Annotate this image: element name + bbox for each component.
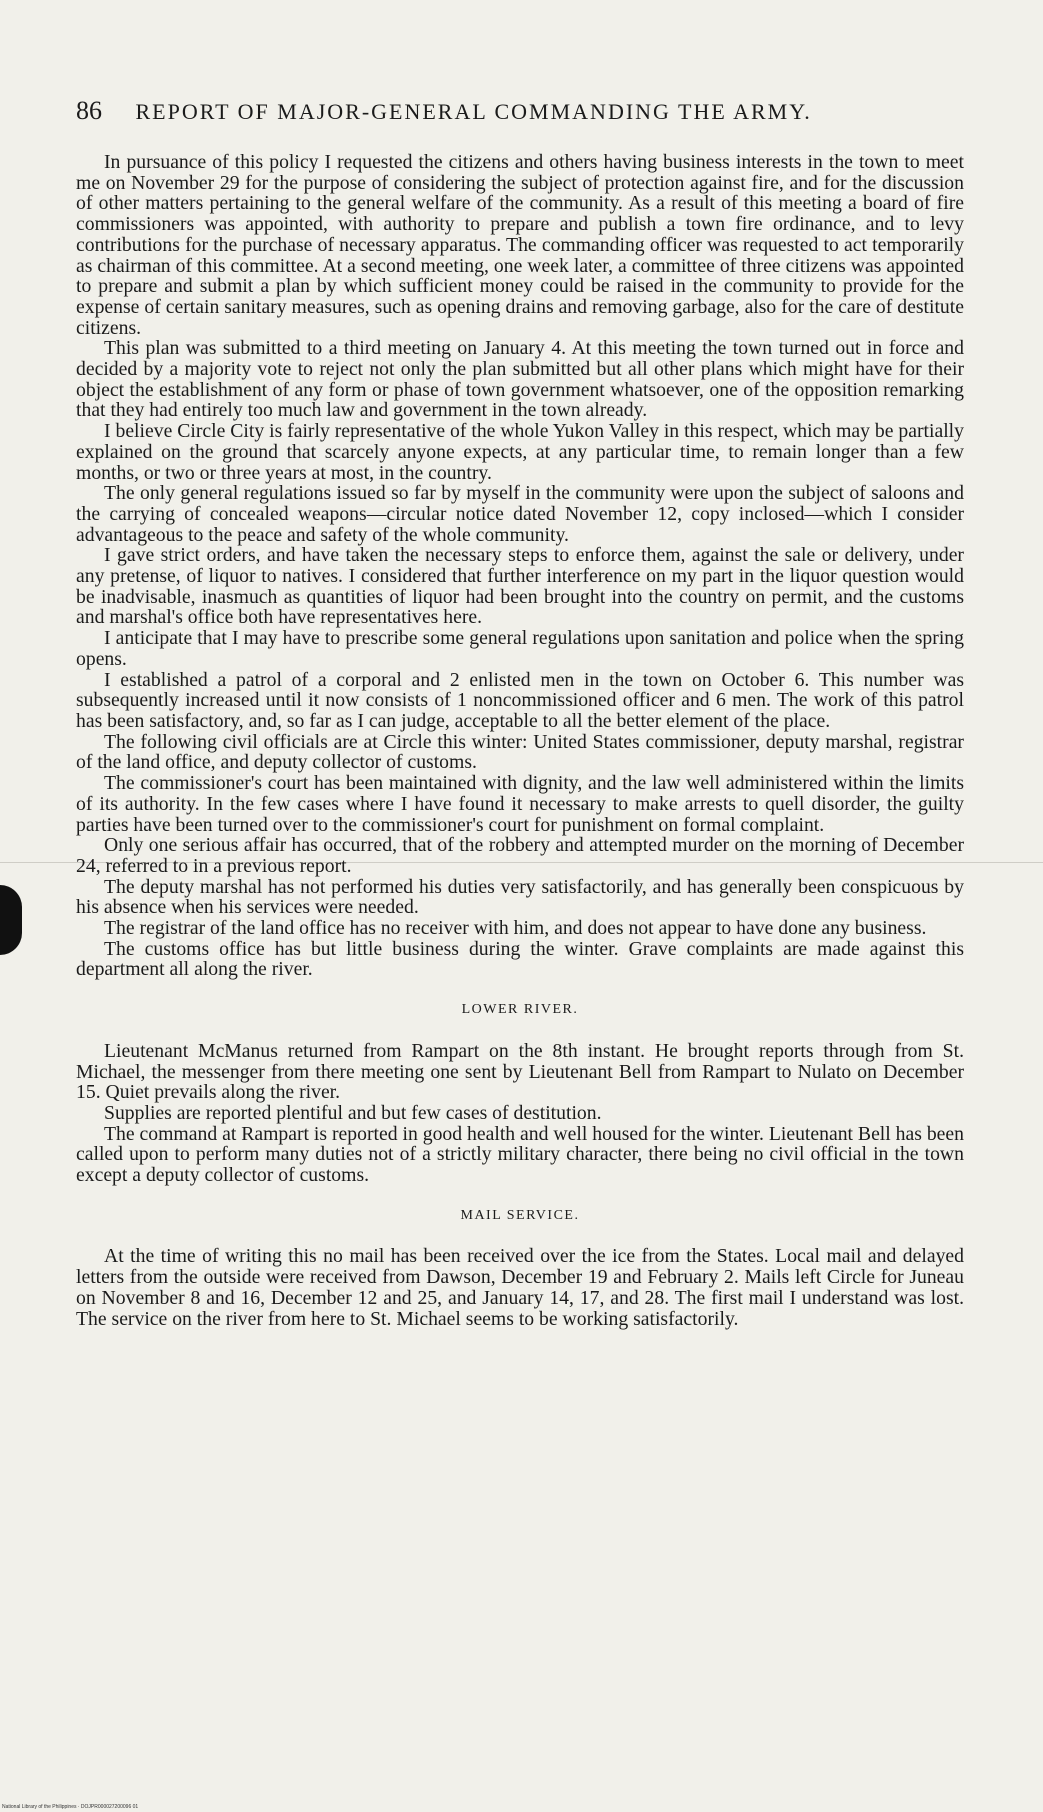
paragraph: I anticipate that I may have to prescribe some general regulations upon sanitation and police when the spring opens.	[76, 627, 964, 670]
ink-blot	[0, 885, 22, 955]
paragraph: I gave strict orders, and have taken the necessary steps to enforce them, against the sale or delivery, under any pretense, of liquor to natives. I considered that further interference on my part in the liquor question would be inadvisable, inasmuch as quantities of liquor had been brought into the country on permit, and the customs and marshal's office both have representatives here.	[76, 544, 964, 629]
paragraph: The command at Rampart is reported in good health and well housed for the winter. Lieutenant Bell has been called upon to perform many duties not of a strictly military character, there being no civil official in the town except a deputy collector of customs.	[76, 1122, 964, 1187]
paragraph: Supplies are reported plentiful and but few cases of destitution.	[104, 1101, 602, 1124]
paragraph: At the time of writing this no mail has been received over the ice from the States. Local mail and delayed letters from the outside were received from Dawson, December 19 and February 2. Mails left Circle for Juneau on November 8 and 16, December 12 and 25, and January 14, 17, and 28. The first mail I understand was lost. The service on the river from here to St. Michael seems to be working satisfactorily.	[76, 1245, 964, 1330]
section-heading-lower-river: LOWER RIVER.	[461, 1002, 579, 1018]
paragraph: The only general regulations issued so far by myself in the community were upon the subject of saloons and the carrying of concealed weapons—circular notice dated November 12, copy inclosed—which I consider advantageous to the peace and safety of the whole community.	[76, 482, 964, 546]
scan-footer: National Library of the Philippines · DOJPR000027200096 01	[2, 1804, 139, 1810]
paragraph: The registrar of the land office has no receiver with him, and does not appear to have done any business.	[104, 917, 927, 940]
section-heading-mail-service: MAIL SERVICE.	[460, 1207, 580, 1223]
paragraph: The following civil officials are at Circle this winter: United States commissioner, deputy marshal, registrar of the land office, and deputy collector of customs.	[76, 730, 964, 774]
running-title: REPORT OF MAJOR-GENERAL COMMANDING THE ARMY.	[135, 99, 812, 124]
running-header	[76, 96, 976, 126]
page-number: 86	[76, 96, 102, 125]
body-text	[76, 152, 964, 1329]
paragraph: The commissioner's court has been maintained with dignity, and the law well administered within the limits of its authority. In the few cases where I have found it necessary to make arrests to quell disorder, the guilty parties have been turned over to the commissioner's court for punishment on formal complaint.	[76, 772, 964, 836]
paragraph: In pursuance of this policy I requested the citizens and others having business interests in the town to meet me on November 29 for the purpose of considering the subject of protection against fire, and for the discussion of other matters pertaining to the general welfare of the community. As a result of this meeting a board of fire commissioners was appointed, with authority to prepare and publish a town fire ordinance, and to levy contributions for the purchase of necessary apparatus. The commanding officer was requested to act temporarily as chairman of this committee. At a second meeting, one week later, a committee of three citizens was appointed to prepare and submit a plan by which sufficient money could be raised in the community to provide for the expense of certain sanitary measures, such as opening drains and removing garbage, also for the care of destitute citizens.	[76, 151, 964, 339]
paragraph: Only one serious affair has occurred, that of the robbery and attempted murder on the morning of December 24, referred to in a previous report.	[76, 834, 964, 877]
paragraph: This plan was submitted to a third meeting on January 4. At this meeting the town turned out in force and decided by a majority vote to reject not only the plan submitted but all other plans which might have for their object the establishment of any form or phase of town government whatsoever, one of the opposition remarking that they had entirely too much law and government in the town already.	[76, 337, 964, 422]
paragraph: The customs office has but little business during the winter. Grave complaints are made against this department all along the river.	[76, 937, 964, 981]
paragraph: Lieutenant McManus returned from Rampart on the 8th instant. He brought reports through from St. Michael, the messenger from there meeting one sent by Lieutenant Bell from Rampart to Nulato on December 15. Quiet prevails along the river.	[76, 1039, 964, 1104]
paragraph: The deputy marshal has not performed his duties very satisfactorily, and has generally been conspicuous by his absence when his services were needed.	[76, 875, 964, 919]
paragraph: I believe Circle City is fairly representative of the whole Yukon Valley in this respect, which may be partially explained on the ground that scarcely anyone expects, at any particular time, to remain longer than a few months, or two or three years at most, in the country.	[76, 420, 964, 484]
paragraph: I established a patrol of a corporal and 2 enlisted men in the town on October 6. This number was subsequently increased until it now consists of 1 noncommissioned officer and 6 men. The work of this patrol has been satisfactory, and, so far as I can judge, acceptable to all the better element of the place.	[76, 668, 964, 732]
